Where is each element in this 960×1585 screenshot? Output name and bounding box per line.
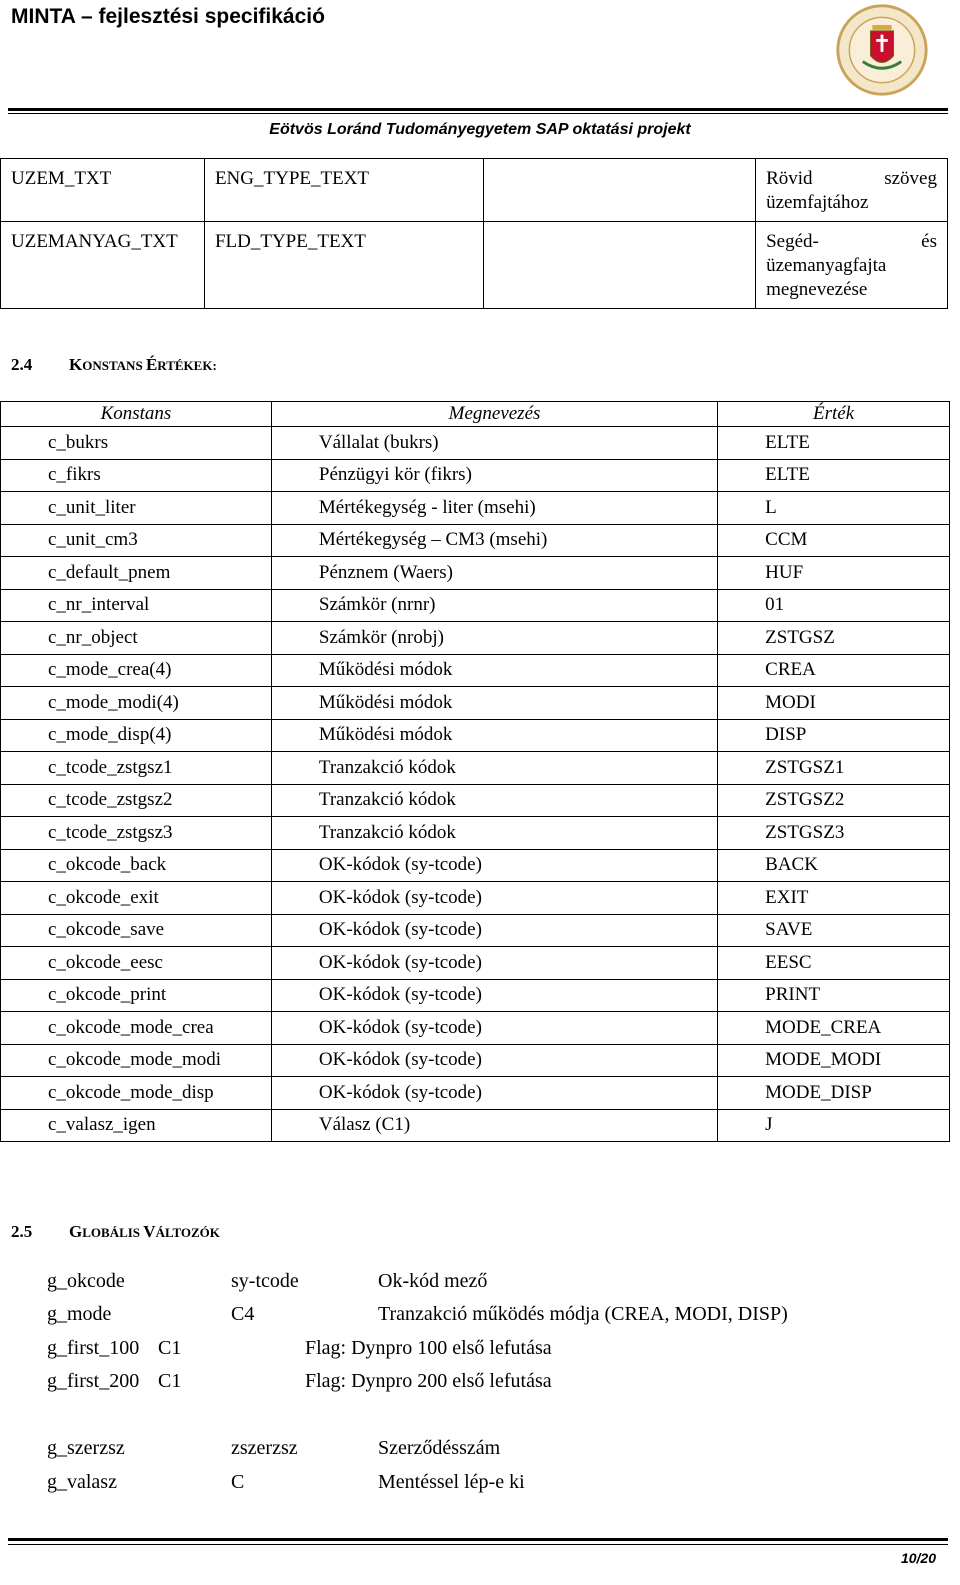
constant-value: BACK xyxy=(718,849,950,882)
constants-table xyxy=(0,401,950,1142)
variable-description: Ok-kód mező xyxy=(378,1270,488,1292)
section-title-part: ÁLTOZÓK xyxy=(155,1225,220,1240)
constant-value: SAVE xyxy=(718,914,950,947)
section-title-part: G xyxy=(69,1222,83,1241)
column-header: Megnevezés xyxy=(271,402,717,427)
field-description-line: üzemanyagfajta megnevezése xyxy=(766,255,887,300)
constant-label: Pénzügyi kör (fikrs) xyxy=(271,459,717,492)
constant-label: Vállalat (bukrs) xyxy=(271,427,717,460)
field-description xyxy=(756,159,948,222)
field-description-line: Segéd- és xyxy=(766,231,937,252)
constant-name: c_tcode_zstgsz3 xyxy=(1,817,272,850)
constant-label: OK-kódok (sy-tcode) xyxy=(271,849,717,882)
table-row xyxy=(1,654,950,687)
constant-value: CREA xyxy=(718,654,950,687)
section-title-part: K xyxy=(69,355,83,374)
constant-value: EESC xyxy=(718,947,950,980)
constant-name: c_okcode_back xyxy=(1,849,272,882)
constant-label: Tranzakció kódok xyxy=(271,817,717,850)
variable-description: Flag: Dynpro 200 első lefutása xyxy=(305,1370,552,1392)
footer-rule xyxy=(8,1538,948,1541)
constant-name: c_valasz_igen xyxy=(1,1109,272,1142)
field-type: ENG_TYPE_TEXT xyxy=(204,159,483,222)
constant-value: CCM xyxy=(718,524,950,557)
constant-name: c_fikrs xyxy=(1,459,272,492)
table-row xyxy=(1,427,950,460)
constant-label: OK-kódok (sy-tcode) xyxy=(271,947,717,980)
constant-name: c_nr_object xyxy=(1,622,272,655)
column-header: Érték xyxy=(718,402,950,427)
constant-label: Számkör (nrobj) xyxy=(271,622,717,655)
table-row xyxy=(1,557,950,590)
variable-type: C1 xyxy=(158,1337,182,1359)
constant-value: ELTE xyxy=(718,427,950,460)
variable-name: g_valasz xyxy=(47,1471,117,1493)
constant-value: MODI xyxy=(718,687,950,720)
variable-type: zszerzsz xyxy=(231,1437,298,1459)
constant-label: Számkör (nrnr) xyxy=(271,589,717,622)
variable-name: g_mode xyxy=(47,1303,112,1325)
constant-value: DISP xyxy=(718,719,950,752)
table-row xyxy=(1,524,950,557)
constant-value: MODE_DISP xyxy=(718,1077,950,1110)
constant-label: Válasz (C1) xyxy=(271,1109,717,1142)
variable-description: Flag: Dynpro 100 első lefutása xyxy=(305,1337,552,1359)
field-name: UZEMANYAG_TXT xyxy=(1,222,205,309)
table-row xyxy=(1,492,950,525)
section-title-part: ONSTANS xyxy=(82,358,146,373)
constant-label: Tranzakció kódok xyxy=(271,752,717,785)
constant-label: Mértékegység - liter (msehi) xyxy=(271,492,717,525)
constant-name: c_okcode_eesc xyxy=(1,947,272,980)
header-rule xyxy=(8,108,948,111)
table-row xyxy=(1,784,950,817)
variable-name: g_first_200 xyxy=(47,1370,140,1392)
university-seal-icon xyxy=(834,2,930,98)
table-row xyxy=(1,687,950,720)
field-description xyxy=(756,222,948,309)
constant-name: c_okcode_mode_disp xyxy=(1,1077,272,1110)
constant-name: c_okcode_save xyxy=(1,914,272,947)
constant-label: OK-kódok (sy-tcode) xyxy=(271,914,717,947)
table-row xyxy=(1,817,950,850)
section-title-part: RTÉKEK: xyxy=(157,358,217,373)
document-title: MINTA – fejlesztési specifikáció xyxy=(11,5,325,28)
constant-value: MODE_CREA xyxy=(718,1012,950,1045)
constant-label: Tranzakció kódok xyxy=(271,784,717,817)
constant-label: OK-kódok (sy-tcode) xyxy=(271,1077,717,1110)
field-description-line: üzemfajtához xyxy=(766,192,869,213)
table-row xyxy=(1,752,950,785)
variable-description: Mentéssel lép-e ki xyxy=(378,1471,525,1493)
header-rule-thin xyxy=(8,113,948,114)
variable-type: C1 xyxy=(158,1370,182,1392)
table-row xyxy=(1,882,950,915)
variable-type: C4 xyxy=(231,1303,255,1325)
variable-type: sy-tcode xyxy=(231,1270,299,1292)
constant-name: c_okcode_mode_crea xyxy=(1,1012,272,1045)
constant-value: EXIT xyxy=(718,882,950,915)
section-title-part: LOBÁLIS xyxy=(82,1225,144,1240)
section-number: 2.4 xyxy=(11,355,33,374)
table-row xyxy=(1,1012,950,1045)
constant-label: OK-kódok (sy-tcode) xyxy=(271,1044,717,1077)
variable-name: g_first_100 xyxy=(47,1337,140,1359)
constant-label: Működési módok xyxy=(271,687,717,720)
constant-name: c_unit_cm3 xyxy=(1,524,272,557)
table-row xyxy=(1,622,950,655)
section-title-part: É xyxy=(145,355,158,374)
constant-value: PRINT xyxy=(718,979,950,1012)
table-row xyxy=(1,719,950,752)
constant-value: MODE_MODI xyxy=(718,1044,950,1077)
constant-value: ELTE xyxy=(718,459,950,492)
variable-name: g_okcode xyxy=(47,1270,125,1292)
constant-value: ZSTGSZ2 xyxy=(718,784,950,817)
constant-value: ZSTGSZ1 xyxy=(718,752,950,785)
constant-name: c_nr_interval xyxy=(1,589,272,622)
constant-label: Működési módok xyxy=(271,719,717,752)
constant-name: c_bukrs xyxy=(1,427,272,460)
constant-value: ZSTGSZ3 xyxy=(718,817,950,850)
variable-description: Tranzakció működés módja (CREA, MODI, DISP) xyxy=(378,1303,788,1325)
constant-name: c_mode_crea(4) xyxy=(1,654,272,687)
column-header: Konstans xyxy=(1,402,272,427)
constant-name: c_mode_modi(4) xyxy=(1,687,272,720)
project-subtitle: Eötvös Loránd Tudományegyetem SAP oktatási projekt xyxy=(269,121,691,138)
table-header-row xyxy=(1,402,950,427)
constants-table-body xyxy=(1,427,950,1142)
variable-name: g_szerzsz xyxy=(47,1437,125,1459)
constant-value: HUF xyxy=(718,557,950,590)
constant-value: ZSTGSZ xyxy=(718,622,950,655)
section-title-part: V xyxy=(143,1222,156,1241)
constant-value: L xyxy=(718,492,950,525)
variable-description: Szerződésszám xyxy=(378,1437,501,1459)
footer-rule-thin xyxy=(8,1544,948,1545)
constant-name: c_tcode_zstgsz1 xyxy=(1,752,272,785)
table-row xyxy=(1,159,948,222)
table-row xyxy=(1,222,948,309)
table-row xyxy=(1,589,950,622)
table-row xyxy=(1,1044,950,1077)
variable-type: C xyxy=(231,1471,245,1493)
section-number: 2.5 xyxy=(11,1222,33,1241)
field-description-line: Rövid szöveg xyxy=(766,168,937,189)
constant-value: 01 xyxy=(718,589,950,622)
page-number: 10/20 xyxy=(900,1550,936,1566)
table-row xyxy=(1,459,950,492)
constant-name: c_okcode_mode_modi xyxy=(1,1044,272,1077)
constant-label: OK-kódok (sy-tcode) xyxy=(271,1012,717,1045)
table-row xyxy=(1,947,950,980)
constant-label: Működési módok xyxy=(271,654,717,687)
table-row xyxy=(1,979,950,1012)
section-heading-globals xyxy=(11,1222,220,1242)
fields-table xyxy=(0,158,948,309)
field-extra xyxy=(483,159,755,222)
table-row xyxy=(1,914,950,947)
constant-value: J xyxy=(718,1109,950,1142)
section-heading-constants xyxy=(11,355,217,375)
constant-name: c_tcode_zstgsz2 xyxy=(1,784,272,817)
table-row xyxy=(1,1109,950,1142)
constant-name: c_mode_disp(4) xyxy=(1,719,272,752)
constant-label: OK-kódok (sy-tcode) xyxy=(271,882,717,915)
field-extra xyxy=(483,222,755,309)
field-name: UZEM_TXT xyxy=(1,159,205,222)
constant-name: c_okcode_print xyxy=(1,979,272,1012)
constant-name: c_okcode_exit xyxy=(1,882,272,915)
constant-name: c_default_pnem xyxy=(1,557,272,590)
table-row xyxy=(1,1077,950,1110)
constant-label: Mértékegység – CM3 (msehi) xyxy=(271,524,717,557)
constant-label: Pénznem (Waers) xyxy=(271,557,717,590)
field-type: FLD_TYPE_TEXT xyxy=(204,222,483,309)
constant-name: c_unit_liter xyxy=(1,492,272,525)
constant-label: OK-kódok (sy-tcode) xyxy=(271,979,717,1012)
table-row xyxy=(1,849,950,882)
